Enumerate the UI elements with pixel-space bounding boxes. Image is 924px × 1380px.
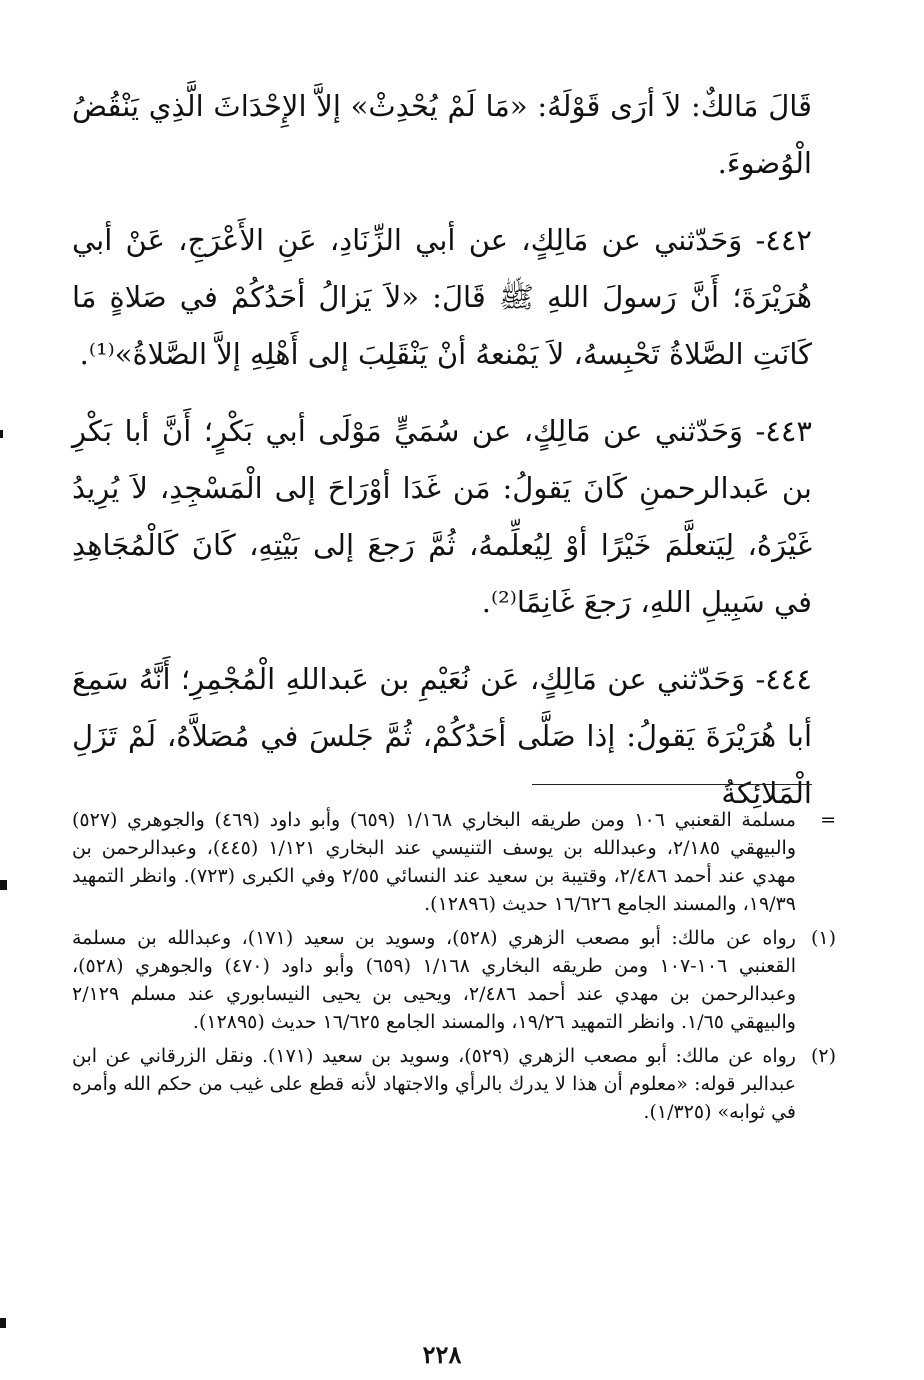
footnote-marker: (١) [810, 927, 836, 949]
scan-margin-mark [0, 430, 3, 438]
footnote-marker: (٢) [810, 1045, 836, 1067]
footnote-2 [72, 1042, 836, 1126]
footnote-1 [72, 924, 836, 1036]
paragraph-hadith-443: ٤٤٣- وَحَدّثني عن مَالِكٍ، عن سُمَيٍّ مَوْلَى أبي بَكْرٍ؛ أَنَّ أبا بَكْرِ بن عَبدالرحمنِ كَانَ يَقولُ: مَن غَدَا أوْرَاحَ إلى الْمَسْجِدِ، لاَ يُرِيدُ غَيْرَهُ، لِيَتعلَّمَ خَيْرًا أوْ لِيُعلِّمهُ، ثُمَّ رَجعَ إلى بَيْتِهِ، كَانَ كَالْمُجَاهِدِ في سَبِيلِ اللهِ، رَجعَ غَانِمًا⁽²⁾. [72, 414, 812, 619]
paragraph-hadith-444: ٤٤٤- وَحَدّثني عن مَالِكٍ، عَن نُعَيْمِ بن عَبداللهِ الْمُجْمِرِ؛ أَنَّهُ سَمِعَ أبا هُرَيْرَةَ يَقولُ: إذا صَلَّى أحَدُكُمْ، ثُمَّ جَلسَ في مُصَلاَّهُ، لَمْ تَزَلِ الْمَلائِكةُ [72, 662, 812, 810]
main-text [72, 78, 812, 822]
footnotes [72, 806, 836, 1132]
scan-margin-mark [0, 880, 7, 890]
footnote-text: مسلمة القعنبي ١٠٦ ومن طريقه البخاري ١/١٦٨ (٦٥٩) وأبو داود (٤٦٩) والجوهري (٥٢٧) والبيهقي ٢/١٨٥، وعبدالله بن يوسف التنيسي عند البخاري ١/١٢١ (٤٤٥)، وعبدالرحمن بن مهدي عند أحمد ٢/٤٨٦، وقتيبة بن سعيد عند النسائي ٢/٥٥ وفي الكبرى (٧٢٣). وانظر التمهيد ١٩/٣٩، والمسند الجامع ١٦/٦٢٦ حديث (١٢٨٩٦). [72, 809, 797, 915]
footnote-continued [72, 806, 836, 918]
page-number: ٢٢٨ [422, 1340, 462, 1369]
footnote-text: رواه عن مالك: أبو مصعب الزهري (٥٢٨)، وسويد بن سعيد (١٧١)، وعبدالله بن مسلمة القعنبي ١٠٦-١٠٧ ومن طريقه البخاري ١/١٦٨ (٦٥٩) وأبو داود (٤٧٠) والجوهري (٥٢٨)، وعبدالرحمن بن مهدي عند أحمد ٢/٤٨٦، ويحيى بن يحيى النيسابوري عند مسلم ٢/١٢٩ والبيهقي ١/٦٥. وانظر التمهيد ١٩/٢٦، والمسند الجامع ١٦/٦٢٥ حديث (١٢٨٩٥). [72, 927, 796, 1033]
footnote-text: رواه عن مالك: أبو مصعب الزهري (٥٢٩)، وسويد بن سعيد (١٧١). ونقل الزرقاني عن ابن عبدالبر قوله: «معلوم أن هذا لا يدرك بالرأي والاجتهاد لأنه قطع على غيب من حكم الله وأمره في ثوابه» (١/٣٢٥). [72, 1045, 796, 1123]
paragraph-hadith-442: ٤٤٢- وَحَدّثني عن مَالِكٍ، عن أبي الزِّنَادِ، عَنِ الأَعْرَجِ، عَنْ أبي هُرَيْرَةَ؛ أَنَّ رَسولَ اللهِ ﷺ قَالَ: «لاَ يَزالُ أحَدُكُمْ في صَلاةٍ مَا كَانَتِ الصَّلاةُ تَحْبِسهُ، لاَ يَمْنعهُ أنْ يَنْقَلِبَ إلى أَهْلِهِ إلاَّ الصَّلاةُ»⁽¹⁾. [72, 223, 812, 371]
footnote-divider [532, 784, 812, 785]
book-page [72, 78, 836, 1380]
paragraph-malik-comment: قَالَ مَالكٌ: لاَ أرَى قَوْلَهُ: «مَا لَمْ يُحْدِثْ» إلاَّ الإِحْدَاثَ الَّذِي يَنْقُضُ الْوُضوءَ. [72, 89, 812, 180]
footnote-marker: = [820, 809, 836, 831]
scan-margin-mark [0, 1318, 6, 1328]
